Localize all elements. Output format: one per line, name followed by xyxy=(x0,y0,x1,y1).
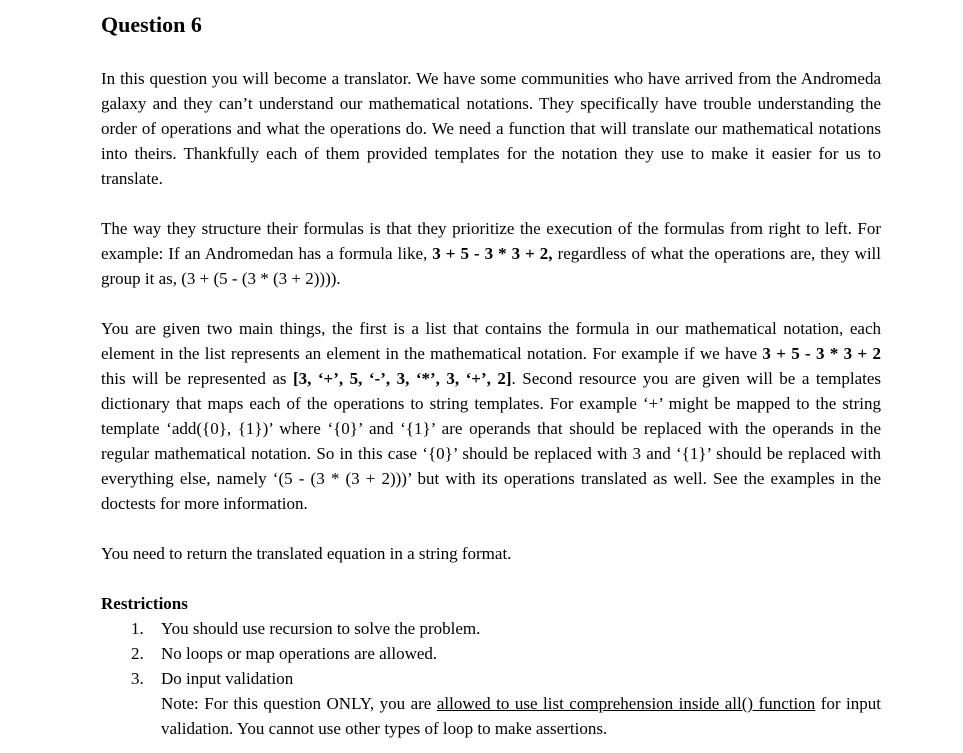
inputs-formula: 3 + 5 - 3 * 3 + 2 xyxy=(762,344,881,363)
restriction-item xyxy=(101,641,881,666)
restriction-item xyxy=(101,666,881,691)
intro-paragraph: In this question you will become a translator. We have some communities who have arrived from the Andromeda galaxy and they can’t understand our mathematical notations. They specifically have trouble understanding the order of operations and what the operations do. We need a function that will translate our mathematical notations into theirs. Thankfully each of them provided templates for the notation they use to make it easier for us to translate. xyxy=(101,69,881,188)
restriction-text: No loops or map operations are allowed. xyxy=(161,644,438,663)
restriction-item xyxy=(101,616,881,641)
restrictions-list xyxy=(101,616,881,691)
page-title: Question 6 xyxy=(101,12,202,37)
inputs-text-b: this will be represented as xyxy=(101,369,293,388)
return-paragraph: You need to return the translated equation in a string format. xyxy=(101,544,512,563)
restrictions-section xyxy=(101,591,881,741)
restriction-number: 2. xyxy=(131,644,144,663)
grouping-text-a: The way they structure their formulas is that they prioritize the execution of the formulas from right to left. For example: If an Andromedan has a formula like, xyxy=(101,219,881,263)
note-underlined: allowed to use list comprehension inside all() function xyxy=(436,694,816,713)
restriction-number: 1. xyxy=(131,619,144,638)
inputs-list: [3, ‘+’, 5, ‘-’, 3, ‘*’, 3, ‘+’, 2] xyxy=(293,369,512,388)
restriction-note xyxy=(101,691,881,741)
restriction-number: 3. xyxy=(131,669,144,688)
restrictions-heading: Restrictions xyxy=(101,594,188,613)
inputs-text-c: . Second resource you are given will be a templates dictionary that maps each of the operations to string templates. For example ‘+’ might be mapped to the string template ‘add({0}, {1})’ where ‘{0}’ and ‘{1}’ are operands that should be replaced with the operands in the regular mathematical notation. So in this case ‘{0}’ should be replaced with 3 and ‘{1}’ should be replaced with everything else, namely ‘(5 - (3 * (3 + 2)))’ but with its operations translated as well. See the examples in the doctests for more information. xyxy=(101,369,881,513)
inputs-text-a: You are given two main things, the first is a list that contains the formula in our mathematical notation, each element in the list represents an element in the mathematical notation. For example if we have xyxy=(101,319,881,363)
restriction-text: You should use recursion to solve the problem. xyxy=(161,619,481,638)
restriction-text: Do input validation xyxy=(161,669,294,688)
inputs-paragraph xyxy=(101,316,881,516)
note-text-a: Note: For this question ONLY, you are xyxy=(161,694,437,713)
grouping-paragraph xyxy=(101,216,881,291)
note-text-b: for input validation. You cannot use other types of loop to make assertions. xyxy=(161,694,881,738)
grouping-formula: 3 + 5 - 3 * 3 + 2, xyxy=(432,244,553,263)
grouping-text-b: regardless of what the operations are, they will group it as, (3 + (5 - (3 * (3 + 2)))). xyxy=(101,244,881,288)
